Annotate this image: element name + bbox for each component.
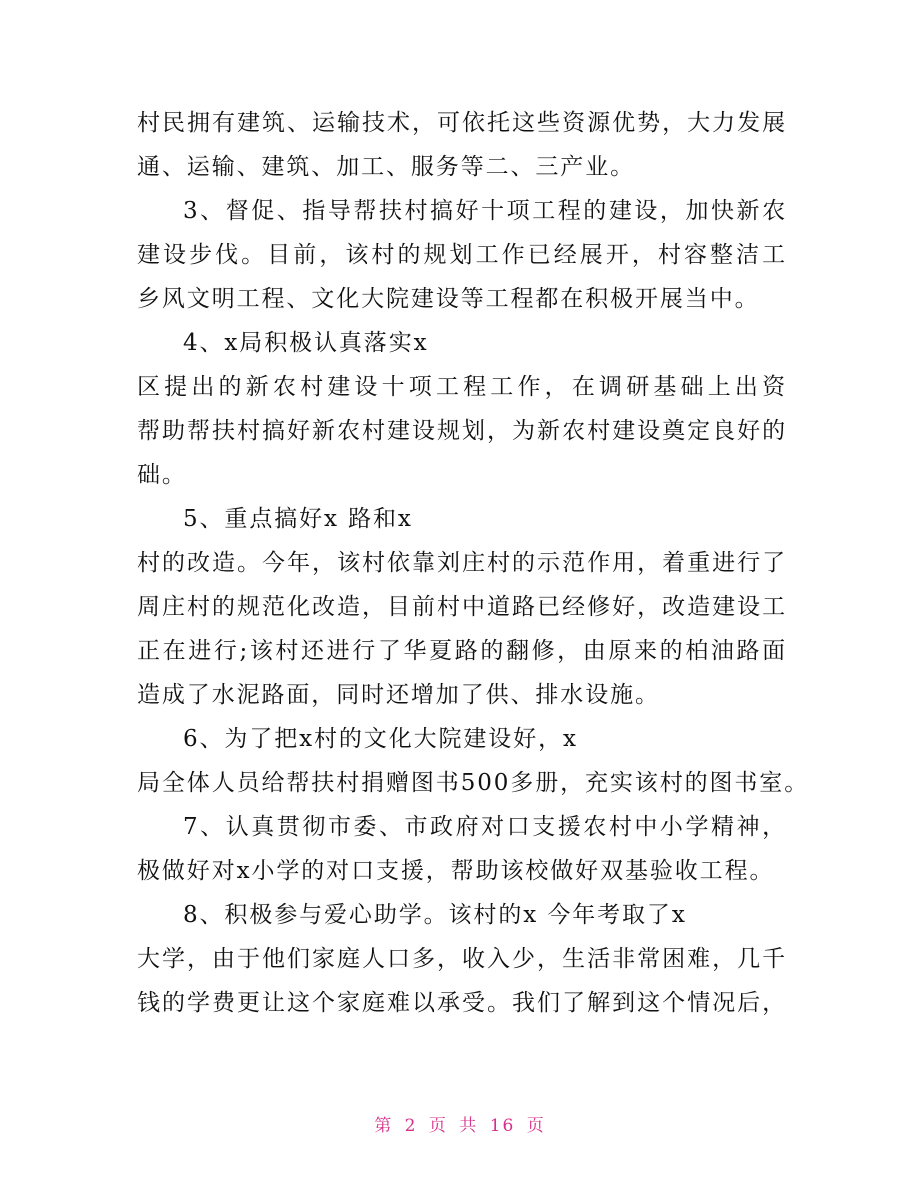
paragraph-7-start: 7、认真贯彻市委、市政府对口支援农村中小学精神， <box>183 814 787 840</box>
text-line: 区提出的新农村建设十项工程工作，在调研基础上出资 <box>137 374 787 400</box>
text-line: 建设步伐。目前，该村的规划工作已经展开，村容整洁工 <box>137 242 787 268</box>
text-line: 周庄村的规范化改造，目前村中道路已经修好，改造建设工 <box>137 594 787 620</box>
footer-total-pages: 16 <box>489 1116 516 1136</box>
text-line: 正在进行;该村还进行了华夏路的翻修，由原来的柏油路面 <box>137 638 787 664</box>
text-line: 通、运输、建筑、加工、服务等二、三产业。 <box>137 154 635 180</box>
text-line: 础。 <box>137 462 187 488</box>
paragraph-4-start: 4、x局积极认真落实x <box>183 330 429 356</box>
paragraph-5-start: 5、重点搞好x 路和x <box>183 506 413 532</box>
text-line: 局全体人员给帮扶村捐赠图书500多册，充实该村的图书室。 <box>137 770 810 796</box>
text-line: 帮助帮扶村搞好新农村建设规划，为新农村建设奠定良好的 <box>137 418 787 444</box>
footer-suffix: 页 <box>526 1116 546 1136</box>
text-line: 乡风文明工程、文化大院建设等工程都在积极开展当中。 <box>137 286 760 312</box>
text-line: 极做好对x小学的对口支援，帮助该校做好双基验收工程。 <box>137 858 775 884</box>
footer-prefix: 第 <box>374 1116 394 1136</box>
paragraph-3-start: 3、督促、指导帮扶村搞好十项工程的建设，加快新农 <box>183 198 787 224</box>
text-line: 村的改造。今年，该村依靠刘庄村的示范作用，着重进行了 <box>137 550 787 576</box>
text-line: 造成了水泥路面，同时还增加了供、排水设施。 <box>137 682 660 708</box>
footer-total-word: 共 <box>459 1116 479 1136</box>
page-footer <box>0 1111 920 1136</box>
paragraph-8-start: 8、积极参与爱心助学。该村的x 今年考取了x <box>183 902 687 928</box>
footer-page-number: 2 <box>404 1116 418 1136</box>
text-line: 村民拥有建筑、运输技术，可依托这些资源优势，大力发展 <box>137 110 787 136</box>
text-line: 钱的学费更让这个家庭难以承受。我们了解到这个情况后， <box>137 990 787 1016</box>
paragraph-6-start: 6、为了把x村的文化大院建设好，x <box>183 726 578 752</box>
footer-page-word: 页 <box>428 1116 448 1136</box>
document-body <box>137 103 810 1027</box>
text-line: 大学，由于他们家庭人口多，收入少，生活非常困难，几千 <box>137 946 787 972</box>
